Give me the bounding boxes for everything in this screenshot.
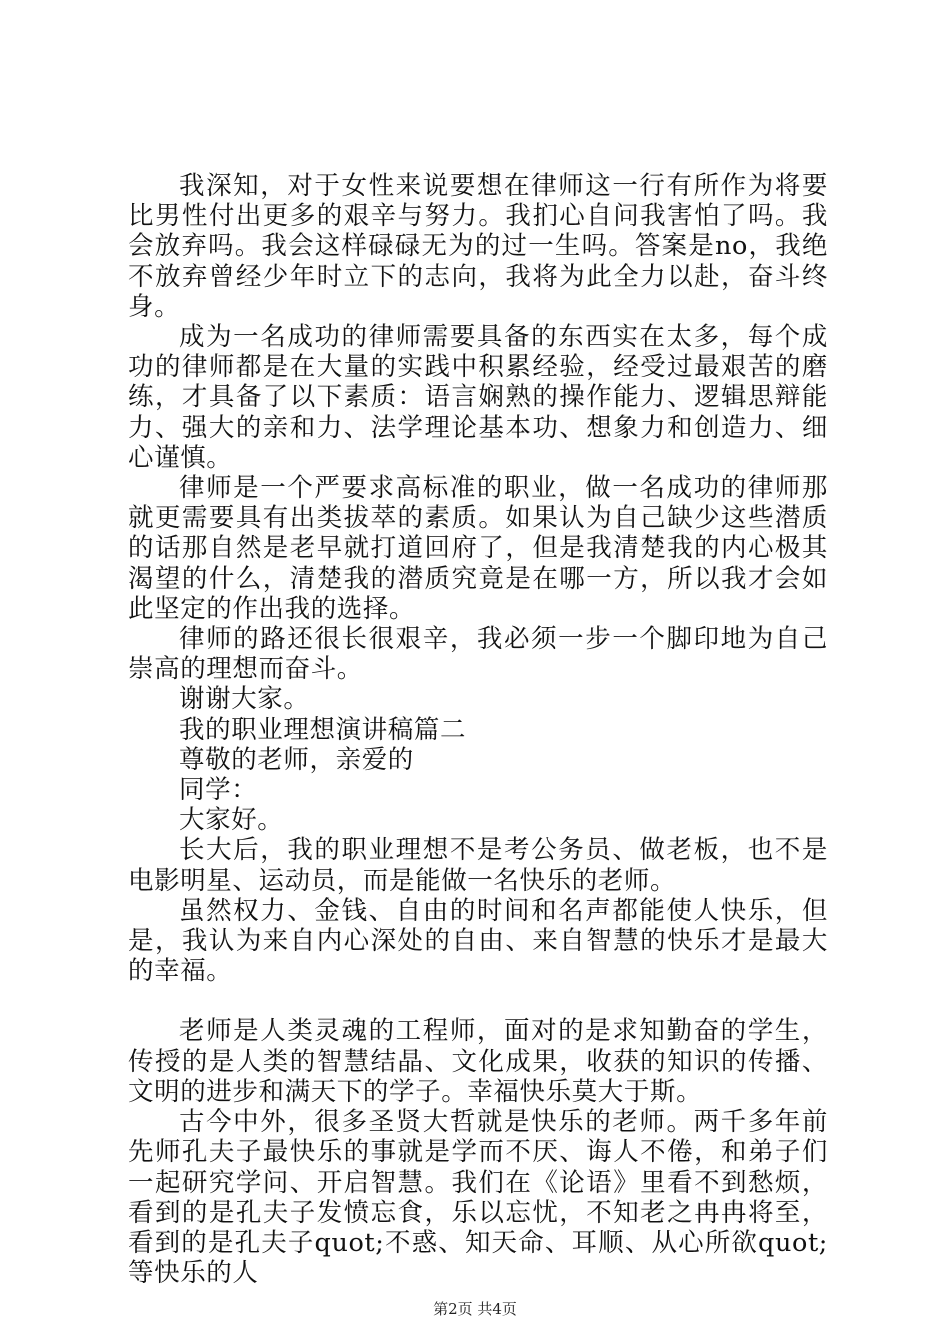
page-number-footer: 第2页 共4页 bbox=[433, 1300, 517, 1318]
paragraph-4: 律师的路还很长很艰辛，我必须一步一个脚印地为自己崇高的理想而奋斗。 bbox=[128, 624, 828, 685]
paragraph-1: 我深知，对于女性来说要想在律师这一行有所作为将要比男性付出更多的艰辛与努力。我扪心自问我害怕了吗。我会放弃吗。我会这样碌碌无为的过一生吗。答案是no，我绝不放弃曾经少年时立下的志向，我将为此全力以赴，奋斗终身。 bbox=[128, 171, 828, 322]
salutation-line-1: 尊敬的老师，亲爱的 bbox=[179, 744, 414, 775]
paragraph-10: 长大后，我的职业理想不是考公务员、做老板，也不是电影明星、运动员，而是能做一名快乐的老师。 bbox=[128, 835, 828, 896]
document-body bbox=[128, 171, 828, 1288]
paragraph-11: 虽然权力、金钱、自由的时间和名声都能使人快乐，但是，我认为来自内心深处的自由、来自智慧的快乐才是最大的幸福。 bbox=[128, 895, 828, 987]
greeting: 大家好。 bbox=[179, 805, 284, 836]
closing-thanks: 谢谢大家。 bbox=[179, 684, 310, 715]
paragraph-12: 老师是人类灵魂的工程师，面对的是求知勤奋的学生，传授的是人类的智慧结晶、文化成果，收获的知识的传播、文明的进步和满天下的学子。幸福快乐莫大于斯。 bbox=[128, 1016, 828, 1107]
paragraph-3: 律师是一个严要求高标准的职业，做一名成功的律师那就更需要具有出类拔萃的素质。如果认为自己缺少这些潜质的话那自然是老早就打道回府了，但是我清楚我的内心极其渴望的什么，清楚我的潜质究竟是在哪一方，所以我才会如此坚定的作出我的选择。 bbox=[128, 473, 828, 624]
section-heading: 我的职业理想演讲稿篇二 bbox=[179, 714, 467, 745]
salutation-line-2: 同学： bbox=[179, 775, 258, 806]
paragraph-13: 古今中外，很多圣贤大哲就是快乐的老师。两千多年前先师孔夫子最快乐的事就是学而不厌、诲人不倦，和弟子们一起研究学问、开启智慧。我们在《论语》里看不到愁烦，看到的是孔夫子发愤忘食，乐以忘忧，不知老之冉冉将至，看到的是孔夫子quot;不惑、知天命、耳顺、从心所欲quot;等快乐的人 bbox=[128, 1107, 828, 1289]
paragraph-2: 成为一名成功的律师需要具备的东西实在太多，每个成功的律师都是在大量的实践中积累经验，经受过最艰苦的磨练，才具备了以下素质：语言娴熟的操作能力、逻辑思辩能力、强大的亲和力、法学理论基本功、想象力和创造力、细心谨慎。 bbox=[128, 322, 828, 473]
